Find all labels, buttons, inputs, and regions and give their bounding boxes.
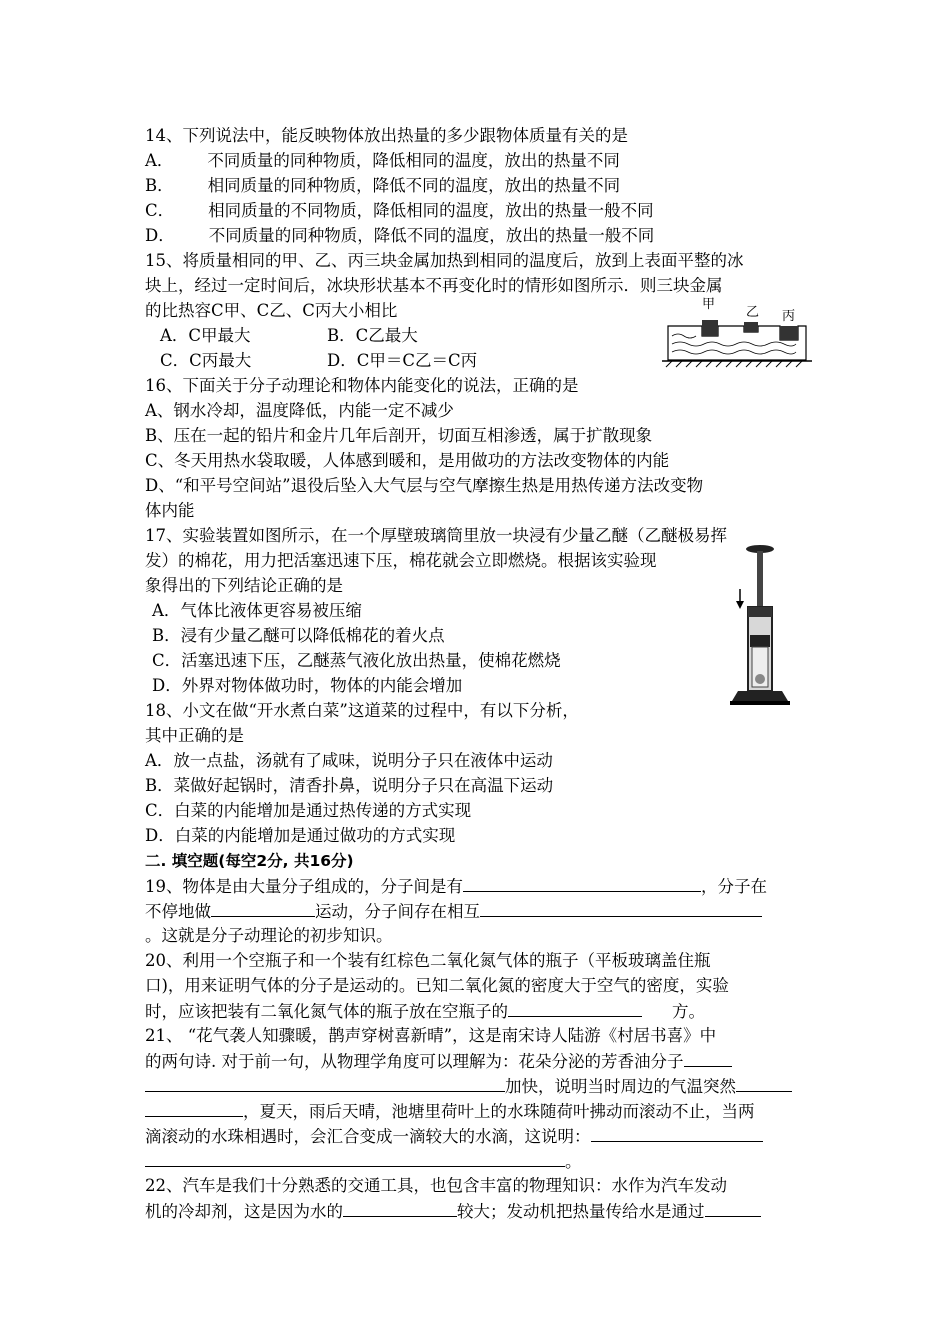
q18-line-2: 其中正确的是 (145, 726, 244, 745)
q15-option-d: D．C甲＝C乙＝C丙 (327, 351, 478, 370)
q14-option-a: A． 不同质量的同种物质，降低相同的温度，放出的热量不同 (145, 151, 620, 170)
label-bing: 丙 (782, 309, 796, 324)
q18-option-a: A．放一点盐，汤就有了咸味，说明分子只在液体中运动 (145, 751, 553, 770)
q20-line-3: 时，应该把装有二氧化氮气体的瓶子放在空瓶子的 方。 (145, 999, 705, 1024)
metal-block-jia (702, 320, 718, 336)
section-fill-blank-heading: 二. 填空题(每空2分, 共16分) (145, 852, 354, 870)
q17-line-1: 17、实验装置如图所示，在一个厚壁玻璃筒里放一块浸有少量乙醚（乙醚极易挥 (145, 526, 727, 545)
q19-line-2: 不停地做 运动，分子间存在相互 (145, 899, 762, 924)
q16-stem: 16、下面关于分子动理论和物体内能变化的说法，正确的是 (145, 376, 579, 395)
q16-option-c: C、冬天用热水袋取暖，人体感到暖和，是用做功的方法改变物体的内能 (145, 451, 670, 470)
q19-blank-1[interactable] (463, 874, 701, 892)
q17-line-2: 发）的棉花，用力把活塞迅速下压，棉花就会立即燃烧。根据该实验现 (145, 551, 657, 570)
q15-option-a: A．C甲最大 (160, 326, 251, 345)
q15-line-2: 块上，经过一定时间后，冰块形状基本不再变化时的情形如图所示．则三块金属 (145, 276, 723, 295)
label-yi: 乙 (746, 305, 760, 320)
q21-blank-1b[interactable] (145, 1074, 505, 1092)
q21-blank-1a[interactable] (684, 1049, 732, 1067)
q18-option-c: C．白菜的内能增加是通过热传递的方式实现 (145, 801, 472, 820)
q20-line-2: 口)，用来证明气体的分子是运动的。已知二氧化氮的密度大于空气的密度，实验 (145, 976, 729, 995)
q22-blank-2[interactable] (705, 1199, 761, 1217)
q14-option-c: C． 相同质量的不同物质，降低相同的温度，放出的热量一般不同 (145, 201, 654, 220)
q16-option-a: A、钢水冷却，温度降低，内能一定不减少 (145, 401, 454, 420)
q15-option-b: B．C乙最大 (327, 326, 418, 345)
piston-cylinder-figure (728, 543, 790, 711)
q14-option-b: B． 相同质量的同种物质，降低不同的温度，放出的热量不同 (145, 176, 621, 195)
q21-line-4: ，夏天，雨后天晴，池塘里荷叶上的水珠随荷叶拂动而滚动不止，当两 (145, 1099, 755, 1124)
metal-block-bing (780, 326, 798, 340)
q16-option-b: B、压在一起的铅片和金片几年后剖开，切面互相渗透，属于扩散现象 (145, 426, 653, 445)
q19-blank-3[interactable] (480, 899, 762, 917)
q21-blank-3a[interactable] (591, 1124, 763, 1142)
q21-line-6: 。 (145, 1149, 582, 1174)
q17-option-c: C．活塞迅速下压，乙醚蒸气液化放出热量，使棉花燃烧 (152, 651, 561, 670)
q18-option-b: B．菜做好起锅时，清香扑鼻，说明分子只在高温下运动 (145, 776, 554, 795)
q15-line-3: 的比热容C甲、C乙、C丙大小相比 (145, 301, 398, 320)
q16-option-d: D、“和平号空间站”退役后坠入大气层与空气摩擦生热是用热传递方法改变物 (145, 476, 704, 495)
ice-block-figure (662, 296, 812, 368)
q22-line-2: 机的冷却剂，这是因为水的 较大；发动机把热量传给水是通过 (145, 1199, 761, 1224)
q16-option-d-cont: 体内能 (145, 501, 195, 520)
q22-blank-1[interactable] (343, 1199, 457, 1217)
q21-line-1: 21、 “花气袭人知骤暖，鹊声穿树喜新晴”，这是南宋诗人陆游《村居书喜》中 (145, 1026, 717, 1045)
q20-line-1: 20、利用一个空瓶子和一个装有红棕色二氧化氮气体的瓶子（平板玻璃盖住瓶 (145, 951, 711, 970)
metal-block-yi (744, 322, 758, 332)
q19-blank-2[interactable] (211, 899, 315, 917)
q14-stem: 14、下列说法中，能反映物体放出热量的多少跟物体质量有关的是 (145, 126, 628, 145)
q21-blank-2a[interactable] (736, 1074, 792, 1092)
q15-option-c: C．C丙最大 (160, 351, 252, 370)
q21-line-2: 的两句诗. 对于前一句，从物理学角度可以理解为：花朵分泌的芳香油分子 (145, 1049, 732, 1074)
q17-line-3: 象得出的下列结论正确的是 (145, 576, 343, 595)
q21-blank-3b[interactable] (145, 1149, 565, 1167)
q19-line-1: 19、物体是由大量分子组成的，分子间是有 ，分子在 (145, 874, 767, 899)
q14-option-d: D． 不同质量的同种物质，降低不同的温度，放出的热量一般不同 (145, 226, 655, 245)
q21-line-3: 加快，说明当时周边的气温突然 (145, 1074, 792, 1099)
q17-option-d: D．外界对物体做功时，物体的内能会增加 (152, 676, 463, 695)
q18-option-d: D．白菜的内能增加是通过做功的方式实现 (145, 826, 456, 845)
q22-line-1: 22、汽车是我们十分熟悉的交通工具，也包含丰富的物理知识：水作为汽车发动 (145, 1176, 727, 1195)
label-jia: 甲 (702, 297, 716, 312)
q17-option-b: B．浸有少量乙醚可以降低棉花的着火点 (152, 626, 445, 645)
q18-line-1: 18、小文在做“开水煮白菜”这道菜的过程中，有以下分析， (145, 701, 579, 720)
q20-blank[interactable] (508, 999, 642, 1017)
q15-line-1: 15、将质量相同的甲、乙、丙三块金属加热到相同的温度后，放到上表面平整的冰 (145, 251, 744, 270)
q21-line-5: 滴滚动的水珠相遇时，会汇合变成一滴较大的水滴，这说明： (145, 1124, 763, 1149)
q21-blank-2b[interactable] (145, 1099, 243, 1117)
q19-line-3: 。这就是分子动理论的初步知识。 (145, 926, 393, 945)
q17-option-a: A．气体比液体更容易被压缩 (152, 601, 362, 620)
